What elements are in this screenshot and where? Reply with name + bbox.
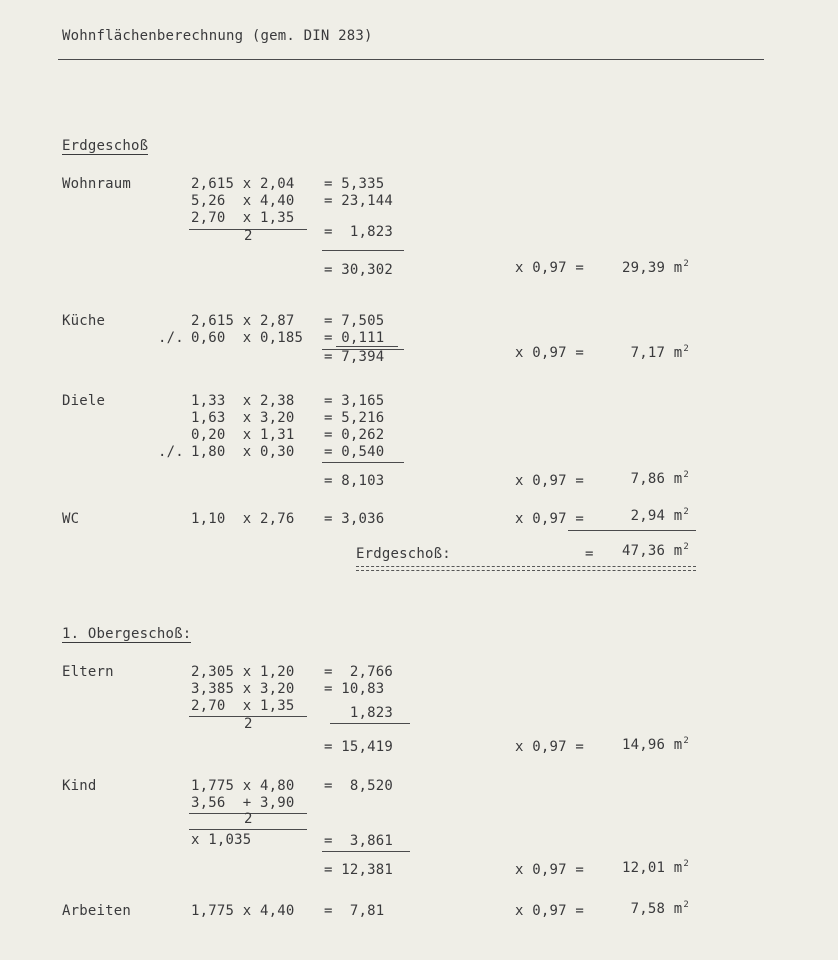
calc-result: = 2,766 [324,664,394,680]
reduction-factor: x 0,97 = [515,903,585,919]
calc-result: = 3,036 [324,511,385,527]
double-underline [356,566,696,571]
deduction-prefix: ./. [158,444,184,460]
room-sum: = 12,381 [324,862,394,878]
room-area: 7,17 $m^2$ [630,344,689,361]
room-area: 2,94 $m^2$ [630,507,689,524]
room-label-diele: Diele [62,393,106,409]
divisor: 2 [244,716,253,732]
reduction-factor: x 0,97 = [515,739,585,755]
reduction-factor: x 0,97 = [515,862,585,878]
room-area: 12,01 $m^2$ [621,859,689,876]
sum-rule [322,250,404,251]
room-label-kueche: Küche [62,313,106,329]
sum-rule [322,851,410,852]
calc-line: 2,305 x 1,20 [191,664,295,680]
section-heading-erdgeschoss: Erdgeschoß [62,138,149,154]
result-underline [336,346,398,347]
calc-result: = 0,111 [324,330,385,346]
calc-multiplier: x 1,035 [191,832,252,848]
divisor: 2 [244,228,253,244]
reduction-factor: x 0,97 = [515,345,585,361]
calc-result: = 23,144 [324,193,394,209]
fraction-bar [189,829,307,830]
calc-line: 0,60 x 0,185 [191,330,304,346]
title-rule [58,59,764,60]
calc-result: = 10,83 [324,681,385,697]
calc-line: 1,775 x 4,80 [191,778,295,794]
floor-total-label: Erdgeschoß: [356,546,451,562]
calc-result: = 7,81 [324,903,385,919]
calc-line: 2,615 x 2,87 [191,313,295,329]
room-area: 14,96 $m^2$ [621,736,689,753]
calc-line: 0,20 x 1,31 [191,427,295,443]
calc-line: 1,10 x 2,76 [191,511,295,527]
calc-result: = 5,335 [324,176,385,192]
calc-result: = 0,262 [324,427,385,443]
room-label-wc: WC [62,511,80,527]
room-label-kind: Kind [62,778,97,794]
floor-total-area: 47,36 $m^2$ [621,542,689,559]
calc-line: 2,70 x 1,35 [191,698,295,714]
total-rule [568,530,696,531]
calc-result: = 3,165 [324,393,385,409]
calc-result: 1,823 [324,705,394,721]
calc-line: 3,385 x 3,20 [191,681,295,697]
calc-result: = 0,540 [324,444,385,460]
deduction-prefix: ./. [158,330,184,346]
calc-line: 1,775 x 4,40 [191,903,295,919]
calc-result: = 8,520 [324,778,394,794]
divisor: 2 [244,811,253,827]
room-sum: = 8,103 [324,473,385,489]
calc-result: = 3,861 [324,833,394,849]
calc-line: 3,56 + 3,90 [191,795,295,811]
reduction-factor: x 0,97 = [515,473,585,489]
calc-line: 1,80 x 0,30 [191,444,295,460]
calc-result: = 5,216 [324,410,385,426]
result-underline [330,723,410,724]
room-sum: = 7,394 [324,349,385,365]
calc-line: 1,63 x 3,20 [191,410,295,426]
calc-result: = 7,505 [324,313,385,329]
calc-line: 2,615 x 2,04 [191,176,295,192]
section-heading-obergeschoss: 1. Obergeschoß: [62,626,192,642]
reduction-factor: x 0,97 = [515,260,585,276]
calc-result: = 1,823 [324,224,394,240]
room-label-arbeiten: Arbeiten [62,903,132,919]
calc-line: 5,26 x 4,40 [191,193,295,209]
room-sum: = 15,419 [324,739,394,755]
room-label-eltern: Eltern [62,664,114,680]
reduction-factor: x 0,97 = [515,511,585,527]
room-sum: = 30,302 [324,262,394,278]
room-label-wohnraum: Wohnraum [62,176,132,192]
room-area: 7,86 $m^2$ [630,470,689,487]
room-area: 29,39 $m^2$ [621,259,689,276]
floor-total-equals: = [585,546,594,562]
sum-rule [322,462,404,463]
room-area: 7,58 $m^2$ [630,900,689,917]
document-title: Wohnflächenberechnung (gem. DIN 283) [62,28,373,44]
calc-line: 2,70 x 1,35 [191,210,295,226]
calc-line: 1,33 x 2,38 [191,393,295,409]
